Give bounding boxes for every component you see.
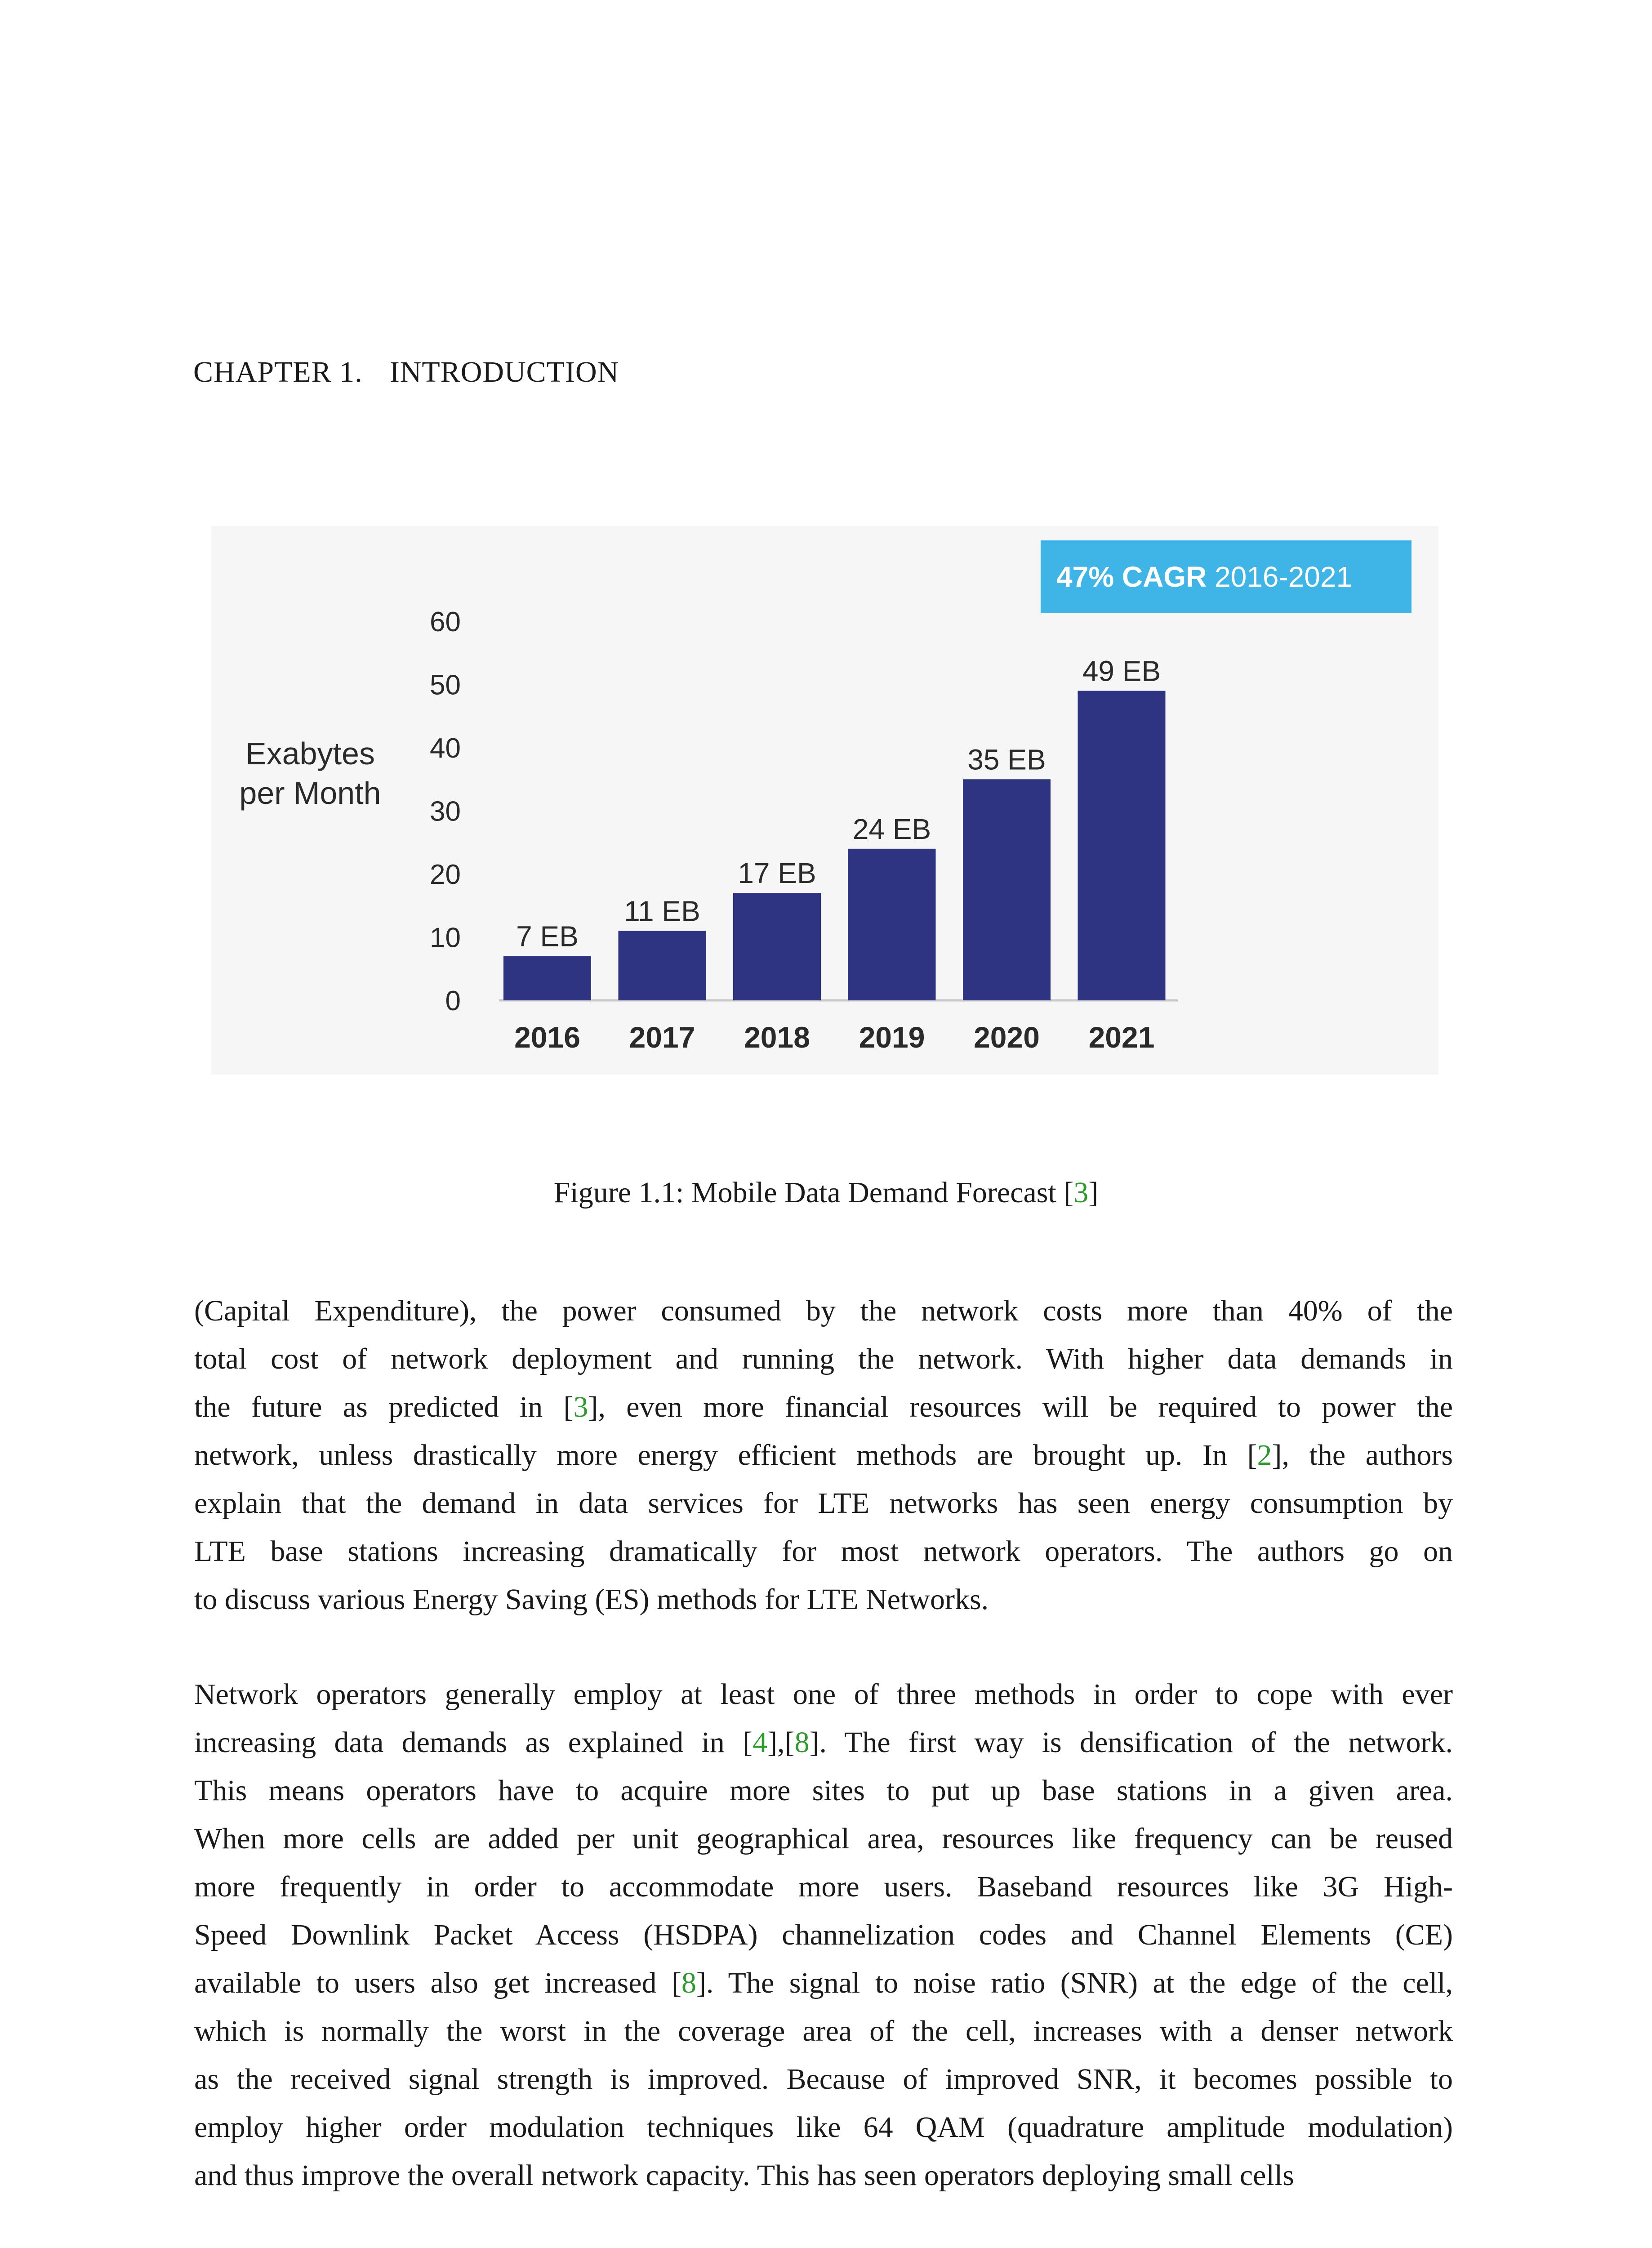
chapter-title: INTRODUCTION xyxy=(389,356,619,388)
x-tick-label: 2016 xyxy=(514,1021,580,1054)
figure-1-1 xyxy=(211,526,1438,1075)
text-line: explain that the demand in data services for LTE networks has seen energy consumption by xyxy=(194,1487,1453,1520)
x-tick-label: 2020 xyxy=(974,1021,1040,1054)
paragraph-1 xyxy=(194,1287,1453,1624)
citation-link[interactable]: 8 xyxy=(681,1967,696,1999)
bar-data-label: 7 EB xyxy=(516,920,579,953)
y-tick-label: 30 xyxy=(430,796,461,827)
x-tick-label: 2018 xyxy=(744,1021,810,1054)
bar-data-label: 49 EB xyxy=(1082,655,1161,687)
citation-link[interactable]: 2 xyxy=(1257,1439,1272,1472)
text-line: available to users also get increased [8]. The signal to noise ratio (SNR) at the edge of the cell, xyxy=(194,1967,1453,1999)
text-line: Network operators generally employ at least one of three methods in order to cope with ever xyxy=(194,1678,1453,1711)
bar xyxy=(503,956,591,1000)
bar-chart xyxy=(211,526,1438,1075)
text-line: which is normally the worst in the coverage area of the cell, increases with a denser network xyxy=(194,2015,1453,2047)
y-axis-label: per Month xyxy=(239,776,381,811)
text-line: network, unless drastically more energy efficient methods are brought up. In [2], the authors xyxy=(194,1439,1453,1472)
text-line: the future as predicted in [3], even more financial resources will be required to power the xyxy=(194,1391,1453,1423)
text-line: to discuss various Energy Saving (ES) methods for LTE Networks. xyxy=(194,1583,989,1616)
bar xyxy=(619,931,706,1000)
y-tick-label: 60 xyxy=(430,607,461,638)
bar-data-label: 24 EB xyxy=(852,812,931,845)
text-line: total cost of network deployment and running the network. With higher data demands in xyxy=(194,1343,1453,1375)
citation-link[interactable]: 3 xyxy=(573,1391,588,1423)
y-tick-label: 40 xyxy=(430,733,461,764)
x-tick-label: 2017 xyxy=(629,1021,695,1054)
bar xyxy=(963,779,1051,1000)
cagr-badge-text: 47% CAGR 2016-2021 xyxy=(1056,561,1353,593)
y-axis-label: Exabytes xyxy=(245,736,375,771)
bar xyxy=(733,893,821,1000)
citation-link[interactable]: 4 xyxy=(753,1726,768,1759)
bar xyxy=(1078,691,1166,1000)
bar-data-label: 11 EB xyxy=(624,895,700,928)
text-line: as the received signal strength is improved. Because of improved SNR, it becomes possible to xyxy=(194,2063,1453,2096)
text-line: employ higher order modulation techniques like 64 QAM (quadrature amplitude modulation) xyxy=(194,2111,1453,2144)
text-line: and thus improve the overall network capacity. This has seen operators deploying small cells xyxy=(194,2159,1294,2192)
text-line: This means operators have to acquire more sites to put up base stations in a given area. xyxy=(194,1774,1453,1807)
y-tick-label: 50 xyxy=(430,669,461,701)
bar-data-label: 17 EB xyxy=(738,857,816,890)
text-line: more frequently in order to accommodate more users. Baseband resources like 3G High- xyxy=(194,1870,1453,1903)
figure-caption: Figure 1.1: Mobile Data Demand Forecast [3] xyxy=(553,1176,1099,1209)
y-tick-label: 0 xyxy=(445,986,461,1017)
text-line: (Capital Expenditure), the power consumed by the network costs more than 40% of the xyxy=(194,1294,1453,1327)
x-tick-label: 2021 xyxy=(1088,1021,1155,1054)
x-tick-label: 2019 xyxy=(859,1021,925,1054)
citation-link[interactable]: 3 xyxy=(1073,1176,1089,1209)
text-line: Speed Downlink Packet Access (HSDPA) channelization codes and Channel Elements (CE) xyxy=(194,1918,1453,1951)
text-line: LTE base stations increasing dramatically for most network operators. The authors go on xyxy=(194,1535,1453,1568)
y-tick-label: 20 xyxy=(430,859,461,890)
bar-data-label: 35 EB xyxy=(967,743,1046,776)
y-tick-label: 10 xyxy=(430,922,461,954)
text-line: When more cells are added per unit geographical area, resources like frequency can be reused xyxy=(194,1822,1453,1855)
text-line: increasing data demands as explained in [4],[8]. The first way is densification of the network. xyxy=(194,1726,1453,1759)
citation-link[interactable]: 8 xyxy=(794,1726,810,1759)
bar xyxy=(848,849,936,1000)
chapter-number: CHAPTER 1. xyxy=(193,356,363,388)
running-header xyxy=(193,355,619,389)
paragraph-2 xyxy=(194,1670,1453,2199)
